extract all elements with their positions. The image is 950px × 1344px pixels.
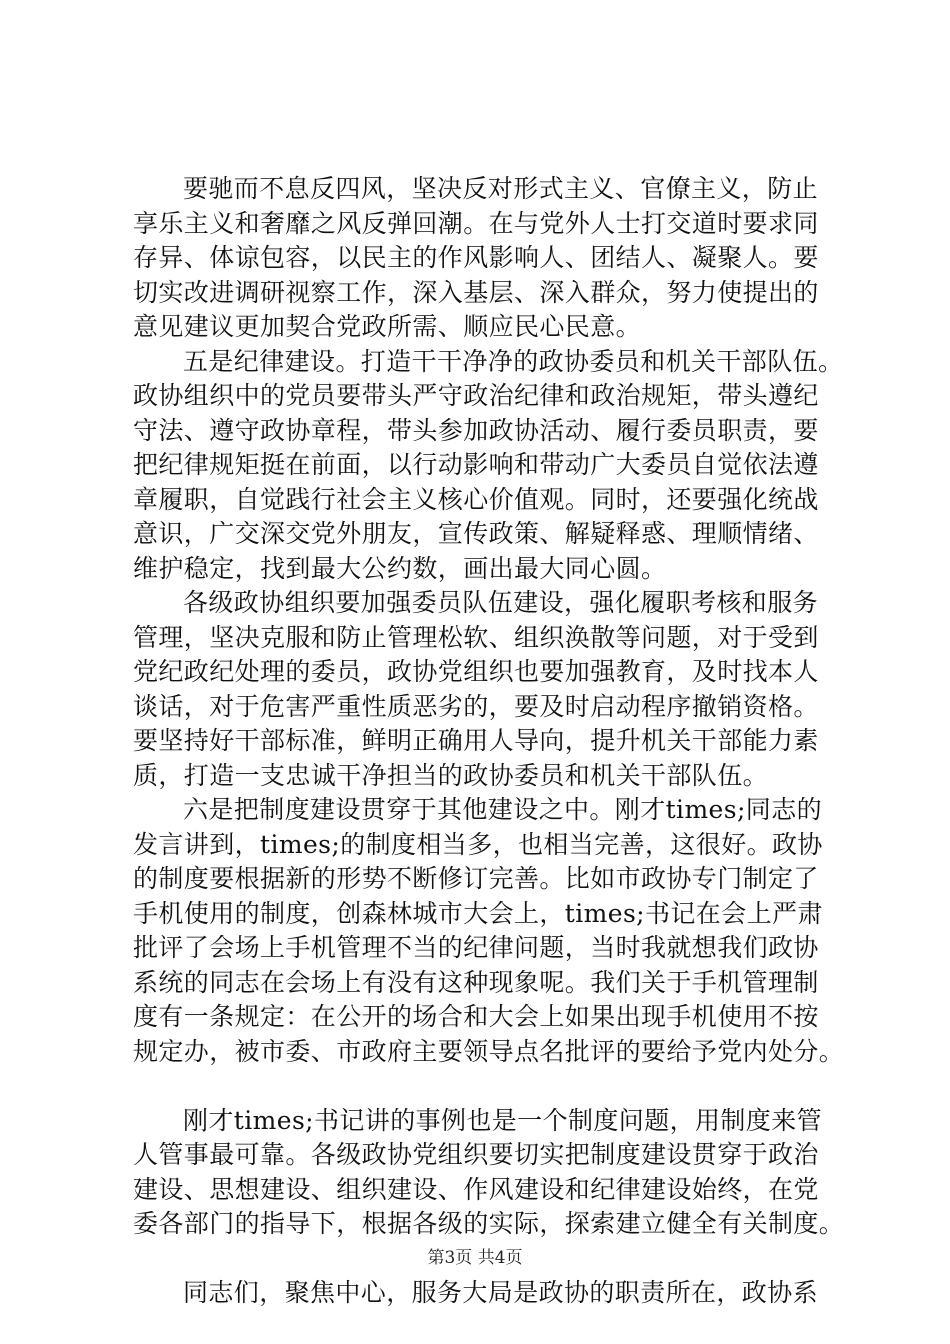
page-footer: 第3页 共4页 (427, 1248, 523, 1268)
paragraph-line: 委各部门的指导下，根据各级的实际，探索建立健全有关制度。 (133, 1209, 845, 1238)
paragraph-line: 切实改进调研视察工作，深入基层、深入群众，努力使提出的 (133, 277, 819, 307)
paragraph-line: 政协组织中的党员要带头严守政治纪律和政治规矩，带头遵纪 (133, 381, 819, 410)
paragraph-line: 管理，坚决克服和防止管理松软、组织涣散等问题，对于受到 (133, 622, 819, 652)
paragraph-line: 享乐主义和奢靡之风反弹回潮。在与党外人士打交道时要求同 (133, 208, 819, 238)
paragraph-line: 度有一条规定：在公开的场合和大会上如果出现手机使用不按 (133, 1002, 819, 1031)
paragraph-line: 存异、体谅包容，以民主的作风影响人、团结人、凝聚人。要 (133, 243, 819, 272)
paragraph-gap (133, 1069, 833, 1104)
paragraph-line: 意识，广交深交党外朋友，宣传政策、解疑释惑、理顺情绪、 (133, 519, 819, 548)
paragraph-line: 手机使用的制度，创森林城市大会上，times;书记在会上严肃 (133, 898, 823, 928)
paragraph-line: 五是纪律建设。打造干干净净的政协委员和机关干部队伍。 (183, 346, 844, 376)
paragraph-line: 要坚持好干部标准，鲜明正确用人导向，提升机关干部能力素 (133, 726, 819, 755)
paragraph-line: 把纪律规矩挺在前面，以行动影响和带动广大委员自觉依法遵 (133, 450, 819, 479)
paragraph-line: 规定办，被市委、市政府主要领导点名批评的要给予党内处分。 (133, 1036, 845, 1066)
paragraph-line: 系统的同志在会场上有没有这种现象呢。我们关于手机管理制 (133, 967, 819, 997)
paragraph-line: 建设、思想建设、组织建设、作风建设和纪律建设始终，在党 (133, 1174, 819, 1204)
paragraph-line: 的制度要根据新的形势不断修订完善。比如市政协专门制定了 (133, 864, 819, 893)
paragraph-line: 要驰而不息反四风，坚决反对形式主义、官僚主义，防止 (183, 174, 819, 203)
paragraph-line: 各级政协组织要加强委员队伍建设，强化履职考核和服务 (183, 588, 819, 617)
paragraph-line: 维护稳定，找到最大公约数，画出最大同心圆。 (133, 553, 667, 583)
paragraph-line: 发言讲到，times;的制度相当多，也相当完善，这很好。政协 (133, 829, 823, 859)
paragraph-line: 批评了会场上手机管理不当的纪律问题，当时我就想我们政协 (133, 933, 819, 962)
paragraph-line: 章履职，自觉践行社会主义核心价值观。同时，还要强化统战 (133, 484, 819, 514)
paragraph-line: 同志们，聚焦中心，服务大局是政协的职责所在，政协系 (183, 1278, 819, 1307)
paragraph-line: 六是把制度建设贯穿于其他建设之中。刚才times;同志的 (183, 795, 822, 824)
paragraph-line: 意见建议更加契合党政所需、顺应民心民意。 (133, 312, 642, 341)
paragraph-line: 党纪政纪处理的委员，政协党组织也要加强教育，及时找本人 (133, 657, 819, 686)
paragraph-line: 人管事最可靠。各级政协党组织要切实把制度建设贯穿于政治 (133, 1140, 819, 1169)
document-body (133, 172, 845, 1311)
paragraph-line: 质，打造一支忠诚干净担当的政协委员和机关干部队伍。 (133, 760, 769, 790)
paragraph-line: 守法、遵守政协章程，带头参加政协活动、履行委员职责，要 (133, 415, 819, 445)
paragraph-line: 刚才times;书记讲的事例也是一个制度问题，用制度来管 (183, 1105, 822, 1135)
paragraph-line: 谈话，对于危害严重性质恶劣的，要及时启动程序撤销资格。 (133, 691, 819, 721)
